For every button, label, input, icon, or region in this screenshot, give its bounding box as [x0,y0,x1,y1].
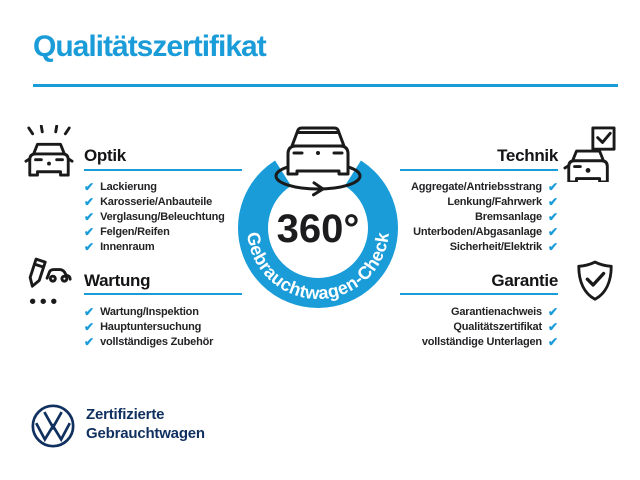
car-rotation-icon [276,128,360,195]
list-item [84,194,225,209]
check-icon: ✔ [84,304,95,319]
check-icon: ✔ [547,304,558,319]
footer-brand-text [86,405,205,443]
list-item [84,224,225,239]
check-icon: ✔ [547,319,558,334]
list-item [475,209,558,224]
list-item [413,224,558,239]
wartung-list [84,304,213,349]
item-label: Aggregate/Antriebsstrang [411,180,542,193]
item-label: Garantienachweis [450,305,542,318]
check-icon: ✔ [84,194,95,209]
list-item [84,209,225,224]
item-label: Unterboden/Abgasanlage [413,225,542,238]
check-icon: ✔ [84,319,95,334]
item-label: Verglasung/Beleuchtung [100,210,225,223]
item-label: Innenraum [100,240,155,253]
list-item [451,304,558,319]
check-icon: ✔ [84,209,95,224]
section-title-garantie: Garantie [491,271,558,290]
garantie-underline [400,293,558,295]
item-label: Hauptuntersuchung [100,320,202,333]
inspection-pencil-car-icon [24,257,74,309]
section-title-wartung: Wartung [84,271,151,290]
footer-line2: Gebrauchtwagen [86,425,205,442]
car-checkbox-icon [562,126,616,182]
garantie-list [422,304,558,349]
list-item [84,319,213,334]
list-item [453,319,558,334]
list-item [422,334,558,349]
item-label: Bremsanlage [475,210,542,223]
item-label: Lenkung/Fahrwerk [447,195,542,208]
section-title-technik: Technik [497,146,558,165]
check-icon: ✔ [547,209,558,224]
check-icon: ✔ [84,224,95,239]
header-divider [33,84,618,87]
ring-label: Gebrauchtwagen-Check [242,230,393,304]
list-item [411,179,558,194]
car-front-shine-icon [24,125,74,181]
list-item [450,239,558,254]
check-icon: ✔ [84,179,95,194]
list-item [84,239,225,254]
section-title-optik: Optik [84,146,126,165]
item-label: Qualitätszertifikat [453,320,542,333]
check-icon: ✔ [547,239,558,254]
footer-line1: Zertifizierte [86,406,165,423]
item-label: vollständige Unterlagen [421,335,542,348]
technik-list [411,179,558,254]
list-item [84,179,225,194]
check-icon: ✔ [547,224,558,239]
check-icon: ✔ [547,179,558,194]
list-item [84,304,213,319]
list-item [447,194,558,209]
item-label: Karosserie/Anbauteile [100,195,213,208]
shield-check-icon [574,259,616,309]
page-title: Qualitätszertifikat [33,30,266,63]
item-label: Lackierung [100,180,157,193]
item-label: Sicherheit/Elektrik [449,240,542,253]
item-label: Wartung/Inspektion [100,305,199,318]
check-icon: ✔ [547,334,558,349]
check-icon: ✔ [547,194,558,209]
item-label: vollständiges Zubehör [100,335,214,348]
item-label: Felgen/Reifen [100,225,170,238]
check-icon: ✔ [84,239,95,254]
optik-list [84,179,225,254]
vw-logo [29,402,77,450]
list-item [84,334,213,349]
technik-underline [400,169,558,171]
check-icon: ✔ [84,334,95,349]
degree-label: 360° [276,207,360,251]
ring-360-graphic [218,106,418,330]
